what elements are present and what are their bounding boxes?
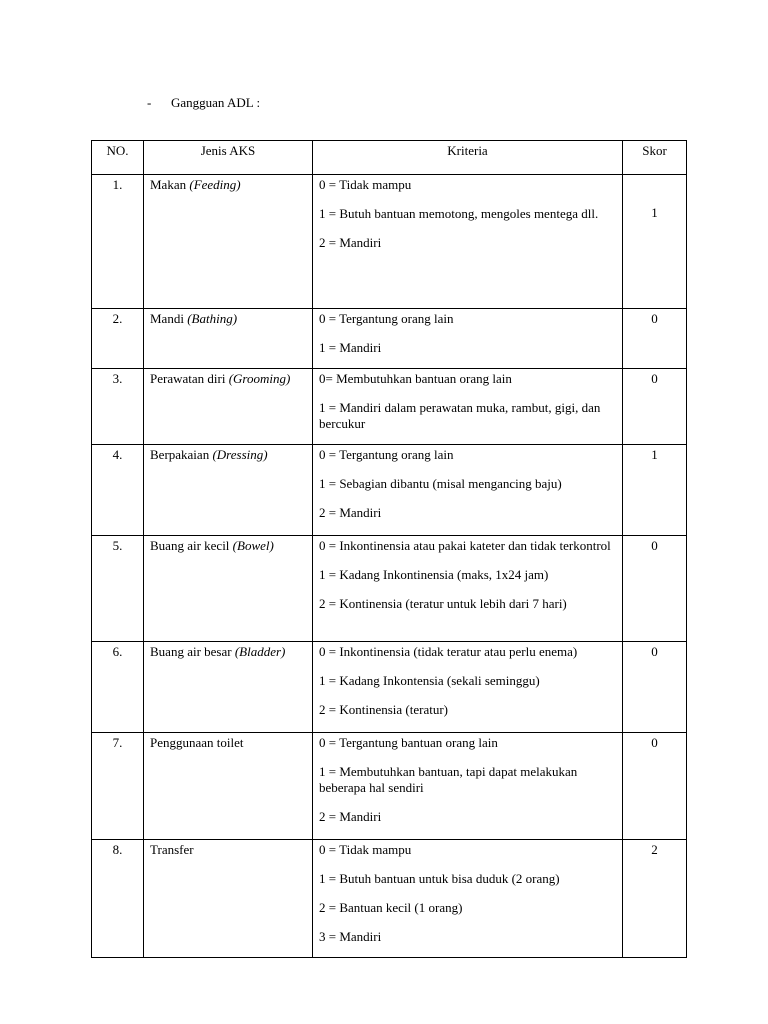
row-number: 2.	[92, 309, 144, 369]
criteria-item: 3 = Mandiri	[319, 929, 382, 944]
criteria-item: 2 = Kontinensia (teratur untuk lebih dari 7 hari)	[319, 596, 567, 611]
score-cell: 0	[623, 733, 687, 840]
table-row	[92, 445, 687, 536]
activity-name: Berpakaian	[150, 447, 210, 462]
score-cell: 0	[623, 642, 687, 733]
criteria-item: 1 = Sebagian dibantu (misal mengancing baju)	[319, 476, 562, 491]
criteria-item: 1 = Kadang Inkontensia (sekali seminggu)	[319, 673, 540, 688]
criteria-item: 0 = Tidak mampu	[319, 177, 412, 192]
activity-name: Perawatan diri	[150, 371, 226, 386]
criteria-item: 0 = Inkontinensia (tidak teratur atau perlu enema)	[319, 644, 578, 659]
criteria-cell	[313, 536, 623, 642]
table-row	[92, 536, 687, 642]
score-cell: 0	[623, 309, 687, 369]
activity-cell	[144, 369, 313, 445]
criteria-item: 0 = Inkontinensia atau pakai kateter dan tidak terkontrol	[319, 538, 611, 553]
activity-cell	[144, 175, 313, 309]
criteria-item: 1 = Membutuhkan bantuan, tapi dapat melakukan beberapa hal sendiri	[319, 764, 578, 795]
activity-english: (Feeding)	[189, 177, 241, 192]
activity-cell	[144, 309, 313, 369]
row-number: 8.	[92, 840, 144, 958]
criteria-item: 2 = Kontinensia (teratur)	[319, 702, 448, 717]
activity-english: (Dressing)	[212, 447, 268, 462]
criteria-item: 2 = Bantuan kecil (1 orang)	[319, 900, 463, 915]
score-cell: 1	[623, 445, 687, 536]
header-jenis-aks: Jenis AKS	[144, 141, 313, 175]
table-row	[92, 840, 687, 958]
header-kriteria: Kriteria	[313, 141, 623, 175]
table-row	[92, 175, 687, 309]
table-header-row	[92, 141, 687, 175]
row-number: 6.	[92, 642, 144, 733]
criteria-item: 1 = Mandiri dalam perawatan muka, rambut, gigi, dan bercukur	[319, 400, 601, 431]
row-number: 1.	[92, 175, 144, 309]
header-no: NO.	[92, 141, 144, 175]
row-number: 5.	[92, 536, 144, 642]
header-skor: Skor	[623, 141, 687, 175]
adl-table	[91, 140, 687, 958]
row-number: 3.	[92, 369, 144, 445]
activity-name: Buang air besar	[150, 644, 232, 659]
criteria-item: 0 = Tergantung orang lain	[319, 311, 454, 326]
row-number: 4.	[92, 445, 144, 536]
criteria-cell	[313, 733, 623, 840]
activity-cell	[144, 445, 313, 536]
activity-cell	[144, 840, 313, 958]
score-cell: 0	[623, 369, 687, 445]
criteria-item: 1 = Butuh bantuan untuk bisa duduk (2 orang)	[319, 871, 560, 886]
criteria-cell	[313, 445, 623, 536]
criteria-cell	[313, 840, 623, 958]
activity-cell	[144, 536, 313, 642]
criteria-item: 1 = Mandiri	[319, 340, 382, 355]
activity-name: Transfer	[150, 842, 194, 857]
activity-name: Mandi	[150, 311, 184, 326]
criteria-item: 1 = Butuh bantuan memotong, mengoles mentega dll.	[319, 206, 599, 221]
criteria-item: 2 = Mandiri	[319, 809, 382, 824]
activity-english: (Bladder)	[234, 644, 286, 659]
criteria-cell	[313, 369, 623, 445]
activity-english: (Bowel)	[232, 538, 274, 553]
criteria-cell	[313, 642, 623, 733]
row-number: 7.	[92, 733, 144, 840]
criteria-cell	[313, 175, 623, 309]
criteria-item: 0 = Tidak mampu	[319, 842, 412, 857]
criteria-item: 2 = Mandiri	[319, 235, 382, 250]
criteria-item: 1 = Kadang Inkontinensia (maks, 1x24 jam)	[319, 567, 549, 582]
table-row	[92, 309, 687, 369]
criteria-cell	[313, 309, 623, 369]
heading-dash: -	[147, 95, 152, 110]
activity-cell	[144, 642, 313, 733]
score-cell: 2	[623, 840, 687, 958]
table-row	[92, 733, 687, 840]
criteria-item: 0 = Tergantung bantuan orang lain	[319, 735, 498, 750]
criteria-item: 0= Membutuhkan bantuan orang lain	[319, 371, 512, 386]
activity-english: (Grooming)	[228, 371, 291, 386]
table-row	[92, 642, 687, 733]
table-row	[92, 369, 687, 445]
activity-name: Penggunaan toilet	[150, 735, 244, 750]
section-heading	[147, 95, 260, 111]
activity-english: (Bathing)	[187, 311, 238, 326]
activity-name: Buang air kecil	[150, 538, 230, 553]
score-cell: 0	[623, 536, 687, 642]
criteria-item: 0 = Tergantung orang lain	[319, 447, 454, 462]
activity-name: Makan	[150, 177, 187, 192]
heading-text: Gangguan ADL :	[171, 95, 261, 110]
activity-cell	[144, 733, 313, 840]
score-cell: 1	[623, 175, 687, 309]
criteria-item: 2 = Mandiri	[319, 505, 382, 520]
